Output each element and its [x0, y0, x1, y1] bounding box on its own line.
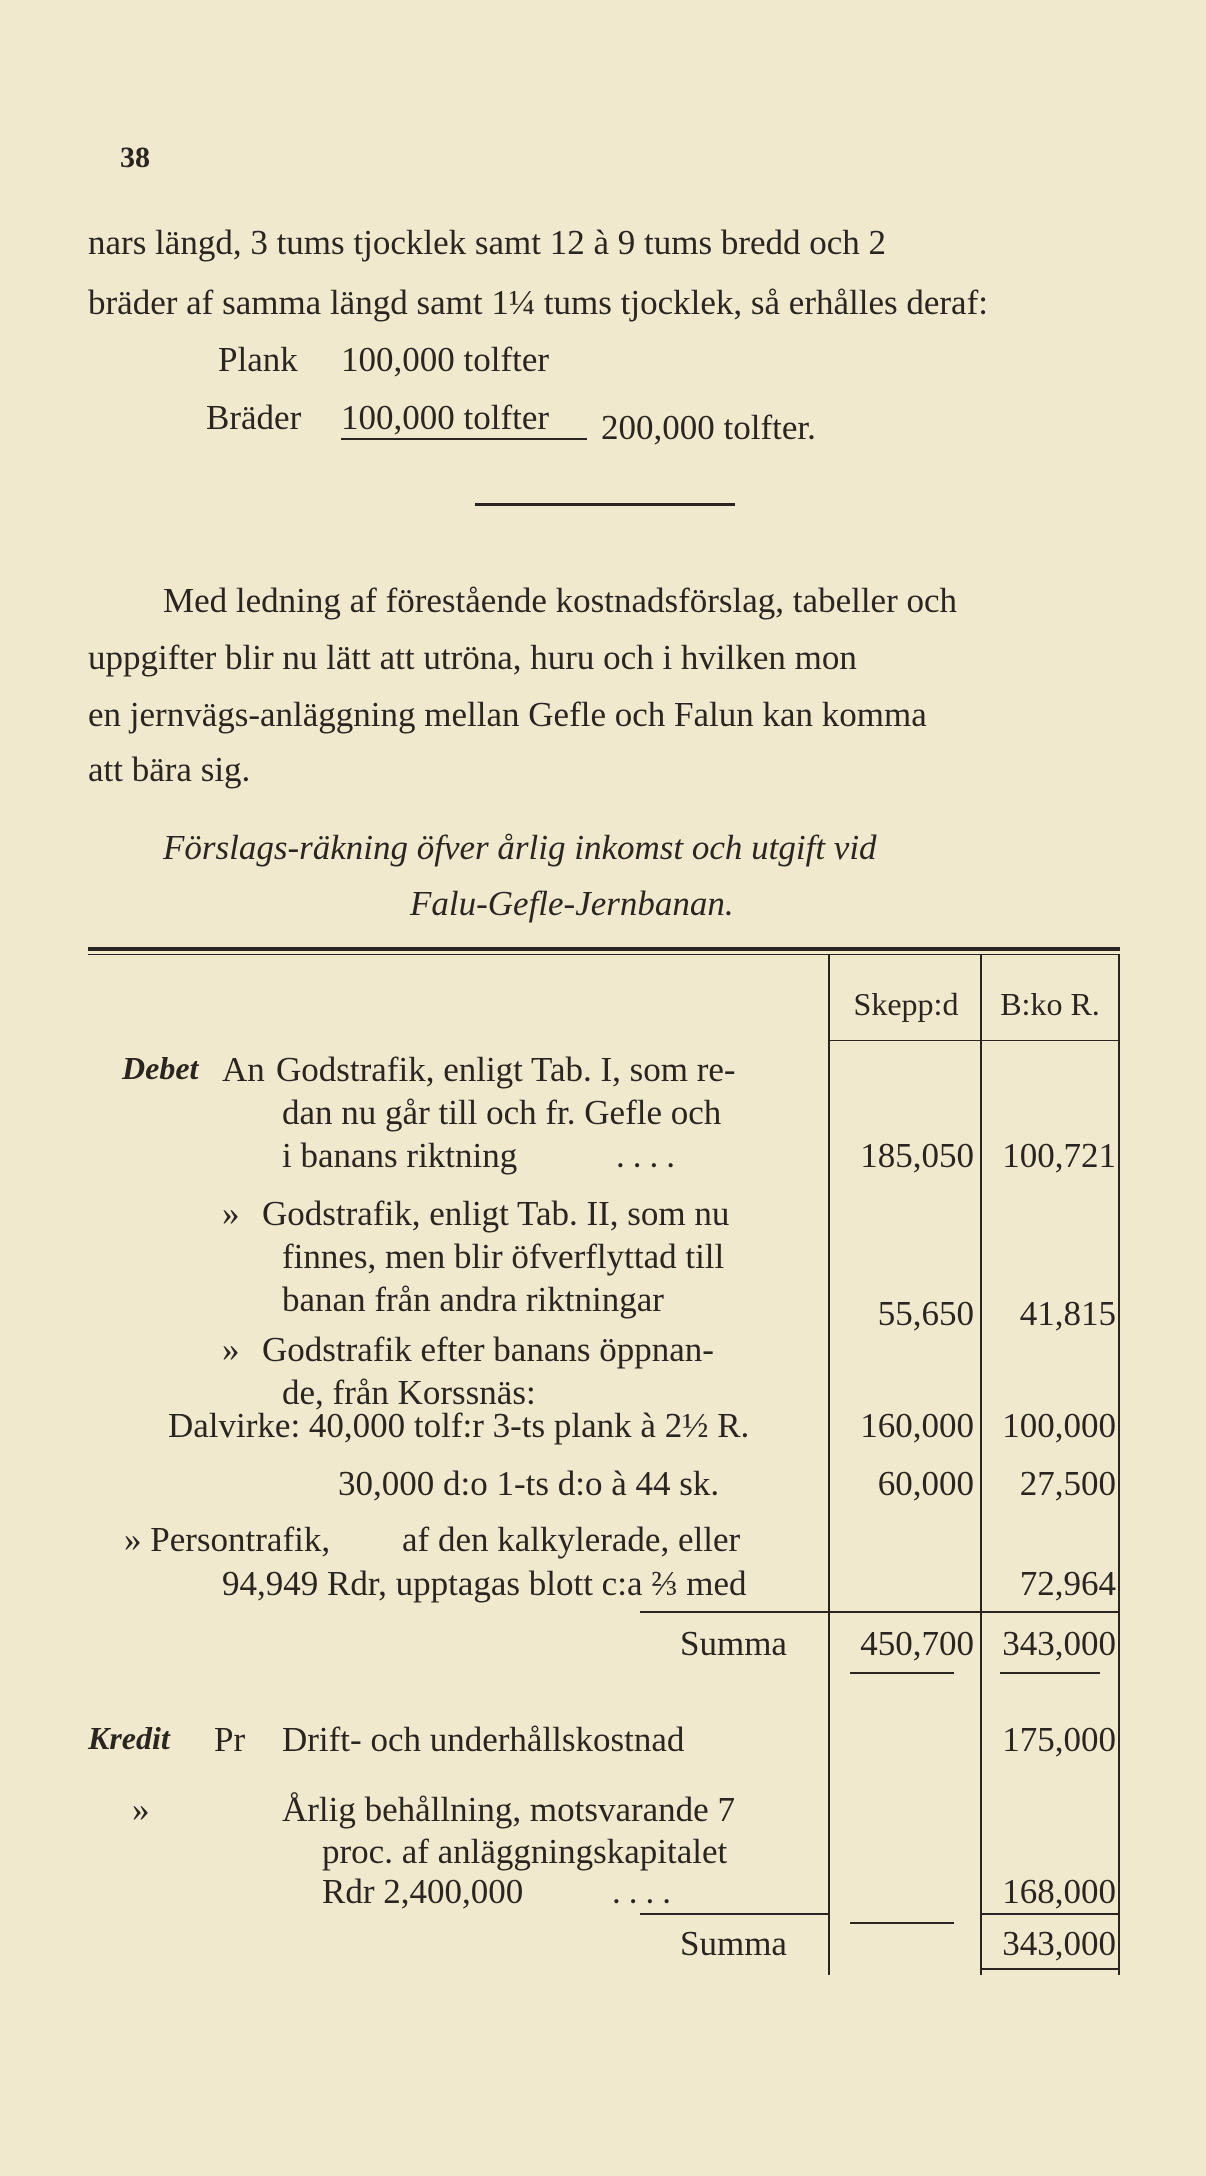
column-divider-2	[980, 955, 982, 1975]
kredit-sum-banco: 343,000	[1002, 1924, 1116, 1963]
brader-label: Bräder	[206, 398, 302, 437]
kredit-sum-bottom-rule	[982, 1968, 1118, 1970]
kredit-row2-line1: Årlig behållning, motsvarande 7	[282, 1790, 735, 1829]
row2-line1: Godstrafik, enligt Tab. II, som nu	[262, 1194, 730, 1233]
row3-line1: Godstrafik efter banans öppnan-	[262, 1330, 714, 1369]
kredit-row2-line3: Rdr 2,400,000	[322, 1872, 524, 1911]
debet-sum-dash-1	[850, 1672, 954, 1674]
plank-label: Plank	[218, 340, 298, 379]
row4-skeppund: 60,000	[877, 1464, 974, 1503]
row1-banco: 100,721	[1002, 1136, 1116, 1175]
row5-line2: 94,949 Rdr, upptagas blott c:a ⅔ med	[222, 1564, 747, 1603]
header-skeppund: Skepp:d	[853, 986, 959, 1022]
row2-skeppund: 55,650	[877, 1294, 974, 1333]
header-banco-riksdaler: B:ko R.	[1000, 986, 1100, 1022]
row2-banco: 41,815	[1019, 1294, 1116, 1333]
row4-line1: 30,000 d:o 1-ts d:o à 44 sk.	[338, 1464, 720, 1503]
debet-sum-rule	[830, 1611, 1118, 1613]
debet-sum-label: Summa	[680, 1624, 787, 1663]
plank-value: 100,000 tolfter	[341, 340, 550, 379]
row2-prefix: »	[222, 1194, 240, 1233]
paragraph-line-2: uppgifter blir nu lätt att utröna, huru och i hvilken mon	[88, 638, 857, 677]
kredit-row2-line2: proc. af anläggningskapitalet	[322, 1832, 728, 1871]
debet-sum-rule-left	[640, 1611, 828, 1613]
row1-skeppund: 185,050	[860, 1136, 974, 1175]
kredit-row1-line1: Drift- och underhållskostnad	[282, 1720, 685, 1759]
kredit-row1-prefix: Pr	[214, 1720, 246, 1759]
header-underline	[830, 1040, 1118, 1041]
kredit-row2-dots: ....	[612, 1872, 679, 1911]
row5-banco: 72,964	[1019, 1564, 1116, 1603]
kredit-label: Kredit	[88, 1720, 170, 1756]
debet-sum-skeppund: 450,700	[860, 1624, 974, 1663]
row1-dots: ....	[616, 1136, 683, 1175]
kredit-row2-banco: 168,000	[1002, 1872, 1116, 1911]
debet-sum-banco: 343,000	[1002, 1624, 1116, 1663]
kredit-row2-prefix: »	[132, 1790, 150, 1829]
paragraph-line-4: att bära sig.	[88, 750, 251, 789]
row3-line2: de, från Korssnäs:	[282, 1373, 536, 1412]
kredit-sum-label: Summa	[680, 1924, 787, 1963]
row1-line3: i banans riktning	[282, 1136, 518, 1175]
row5-line1: af den kalkylerade, eller	[402, 1520, 741, 1559]
row4-banco: 27,500	[1019, 1464, 1116, 1503]
sum-underline	[341, 438, 587, 440]
column-divider-1	[828, 955, 830, 1975]
row1-line2: dan nu går till och fr. Gefle och	[282, 1093, 722, 1132]
column-divider-3	[1118, 955, 1120, 1975]
page-number: 38	[120, 141, 150, 174]
row2-line3: banan från andra riktningar	[282, 1280, 664, 1319]
heading-line-2: Falu-Gefle-Jernbanan.	[410, 884, 734, 923]
intro-line-2: bräder af samma längd samt 1¼ tums tjocklek, så erhålles deraf:	[88, 283, 988, 322]
kredit-sum-rule-left	[640, 1913, 828, 1915]
kredit-sum-rule	[982, 1913, 1118, 1915]
row5-prefix: » Persontrafik,	[124, 1520, 331, 1559]
row3-line3: Dalvirke: 40,000 tolf:r 3-ts plank à 2½ R.	[168, 1406, 750, 1445]
intro-total: 200,000 tolfter.	[601, 408, 816, 447]
debet-sum-dash-2	[1000, 1672, 1100, 1674]
row1-prefix: An	[222, 1050, 265, 1089]
paragraph-line-1: Med ledning af förestående kostnadsförslag, tabeller och	[163, 581, 958, 620]
section-divider	[475, 503, 735, 506]
row3-banco: 100,000	[1002, 1406, 1116, 1445]
row3-prefix: »	[222, 1330, 240, 1369]
kredit-sum-dash	[850, 1922, 954, 1924]
row3-skeppund: 160,000	[860, 1406, 974, 1445]
row1-line1: Godstrafik, enligt Tab. I, som re-	[276, 1050, 736, 1089]
table-top-rule	[88, 947, 1120, 951]
kredit-row1-banco: 175,000	[1002, 1720, 1116, 1759]
row2-line2: finnes, men blir öfverflyttad till	[282, 1237, 725, 1276]
intro-line-1: nars längd, 3 tums tjocklek samt 12 à 9 tums bredd och 2	[88, 223, 887, 262]
paragraph-line-3: en jernvägs-anläggning mellan Gefle och Falun kan komma	[88, 695, 927, 734]
debet-label: Debet	[122, 1050, 199, 1086]
table-top-rule-thin	[88, 954, 1120, 955]
heading-line-1: Förslags-räkning öfver årlig inkomst och utgift vid	[163, 828, 877, 867]
brader-value: 100,000 tolfter	[341, 398, 550, 437]
